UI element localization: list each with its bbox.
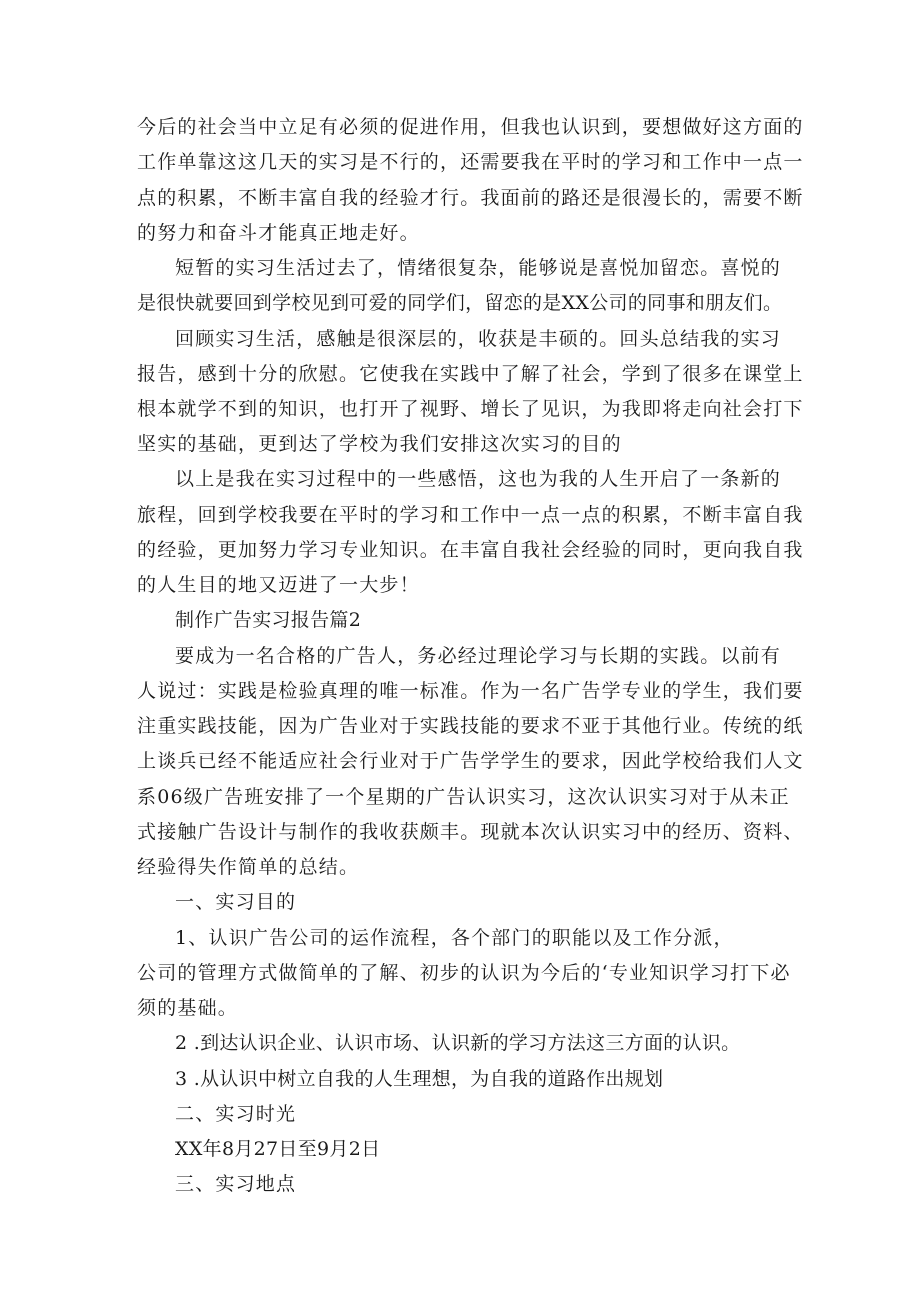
text-line: 今后的社会当中立足有必须的促进作用，但我也认识到，要想做好这方面的: [137, 116, 804, 138]
list-item: 3 .从认识中树立自我的人生理想，为自我的道路作出规划: [175, 1068, 664, 1090]
text-line: 上谈兵已经不能适应社会行业对于广告学学生的要求，因此学校给我们人文: [137, 750, 804, 772]
section-heading: 二、实习时光: [175, 1103, 297, 1125]
section-heading: 一、实习目的: [175, 891, 297, 913]
text-line: 公司的管理方式做简单的了解、初步的认识为今后的‘专业知识学习打下必: [137, 962, 791, 984]
paragraph-start-line: 要成为一名合格的广告人，务必经过理论学习与长期的实践。以前有: [175, 645, 782, 667]
paragraph-start-line: 回顾实习生活，感触是很深层的，收获是丰硕的。回头总结我的实习: [175, 328, 782, 350]
text-line: 点的积累，不断丰富自我的经验才行。我面前的路还是很漫长的，需要不断: [137, 187, 804, 209]
text-line: 的努力和奋斗才能真正地走好。: [137, 222, 420, 244]
text-line: 的经验，更加努力学习专业知识。在丰富自我社会经验的同时，更向我自我: [137, 539, 804, 561]
text-line: 系06级广告班安排了一个星期的广告认识实习，这次认识实习对于从未正: [137, 786, 790, 808]
text-line: 注重实践技能，因为广告业对于实践技能的要求不亚于其他行业。传统的纸: [137, 715, 804, 737]
list-item: 2 .到达认识企业、认识市场、认识新的学习方法这三方面的认识。: [175, 1032, 741, 1054]
paragraph-start-line: 以上是我在实习过程中的一些感悟，这也为我的人生开启了一条新的: [175, 468, 782, 490]
text-line: 须的基础。: [137, 997, 239, 1019]
text-line: 的人生目的地又迈进了一大步！: [137, 574, 420, 596]
text-line: 旅程，回到学校我要在平时的学习和工作中一点一点的积累，不断丰富自我: [137, 504, 804, 526]
paragraph-start-line: 短暂的实习生活过去了，情绪很复杂，能够说是喜悦加留恋。喜悦的: [175, 257, 782, 279]
text-line: 人说过：实践是检验真理的唯一标准。作为一名广告学专业的学生，我们要: [137, 680, 804, 702]
text-line: 工作单靠这这几天的实习是不行的，还需要我在平时的学习和工作中一点一: [137, 151, 804, 173]
date-line: XX年8月27日至9月2日: [175, 1138, 381, 1160]
section-heading: 三、实习地点: [175, 1173, 297, 1195]
text-line: 是很快就要回到学校见到可爱的同学们，留恋的是XX公司的同事和朋友们。: [137, 292, 783, 314]
text-line: 根本就学不到的知识，也打开了视野、增长了见识，为我即将走向社会打下: [137, 398, 804, 420]
section-heading: 制作广告实习报告篇2: [175, 609, 362, 631]
text-line: 经验得失作简单的总结。: [137, 856, 360, 878]
text-line: 报告，感到十分的欣慰。它使我在实践中了解了社会，学到了很多在课堂上: [137, 363, 804, 385]
text-line: 坚实的基础，更到达了学校为我们安排这次实习的目的: [137, 433, 622, 455]
text-line: 式接触广告设计与制作的我收获颇丰。现就本次认识实习中的经历、资料、: [137, 821, 804, 843]
list-item: 1、认识广告公司的运作流程，各个部门的职能以及工作分派，: [175, 927, 734, 949]
